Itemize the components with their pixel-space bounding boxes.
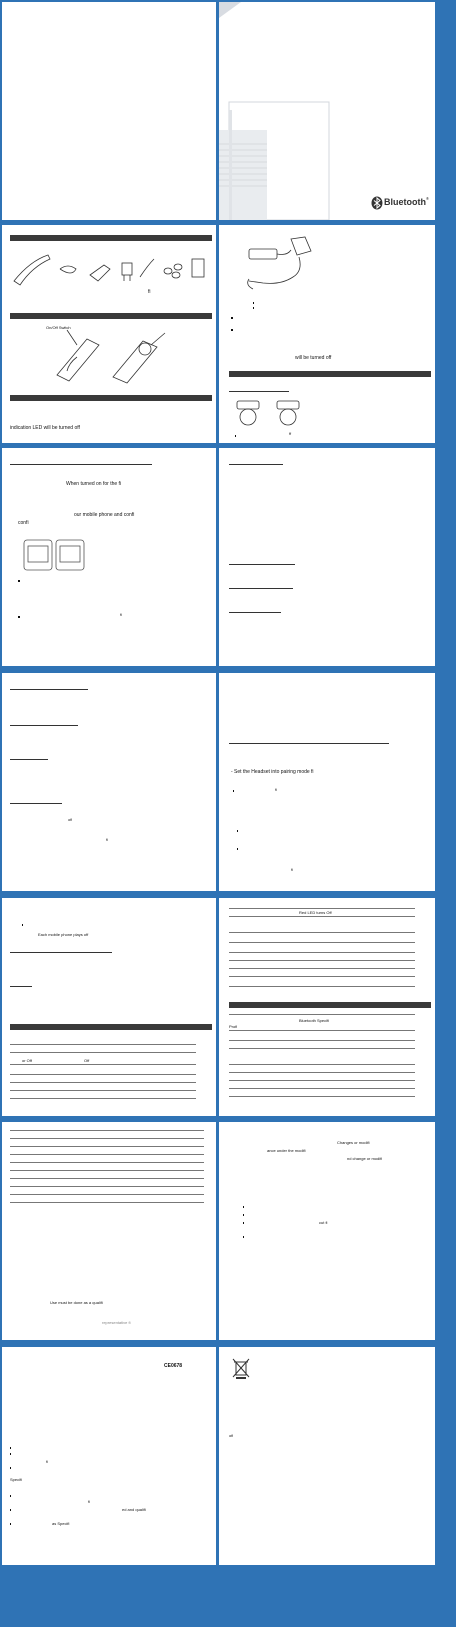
mobile-plays-text: Each mobile phone plays off: [38, 932, 89, 937]
led-off-note: indication LED will be turned off: [10, 425, 80, 431]
heading-underline: [10, 689, 88, 690]
disposal-panel: [219, 1347, 435, 1565]
ofi-text: ofi: [68, 817, 73, 822]
table-rule: [10, 1074, 196, 1075]
caption: ff: [289, 431, 292, 436]
section-bar: [10, 313, 212, 319]
led-table-panel: [2, 898, 216, 1116]
list-marker: [10, 1495, 11, 1497]
cover-art: [219, 2, 435, 220]
table-rule: [229, 1064, 415, 1065]
bullet: [18, 580, 20, 582]
section-bar: [10, 235, 212, 241]
ofi-text: ofi: [229, 1433, 234, 1438]
spec-continued-panel: [2, 1122, 216, 1340]
heading-underline: [10, 725, 78, 726]
list-marker: [10, 1447, 11, 1449]
turned-on-text: When turned on for the fi: [66, 481, 122, 487]
list-marker: [22, 924, 23, 926]
heading-underline: [229, 564, 295, 565]
headings-panel: [219, 448, 435, 666]
table-rule: [229, 1096, 415, 1097]
list-marker: [10, 1453, 11, 1455]
heading-underline: [10, 803, 62, 804]
bluetooth-logo-registered: ®: [426, 196, 429, 201]
table-rule: [229, 1088, 415, 1089]
table-cell: Red LED turns Off: [299, 910, 332, 915]
heading-underline: [229, 464, 283, 465]
qualified-text: ed and qualifi: [122, 1507, 146, 1512]
table-rule: [229, 942, 415, 943]
heading-underline: [229, 612, 281, 613]
list-marker: [10, 1467, 11, 1469]
list-marker: [233, 790, 234, 792]
heading-underline: [229, 391, 289, 392]
spec-text: as Specifi: [52, 1521, 70, 1526]
change-text: ance under the modifi: [267, 1148, 306, 1153]
bullet: [231, 329, 233, 331]
fi-text: fi: [275, 787, 277, 792]
table-cell: Profi: [229, 1024, 238, 1029]
spec-table-panel: [219, 898, 435, 1116]
bluetooth-logo-icon: [371, 196, 383, 210]
multipoint-panel: [219, 673, 435, 891]
table-header-bar: [229, 1002, 431, 1008]
table-rule: [10, 1130, 204, 1131]
list-marker: [243, 1222, 244, 1224]
led-off-note: will be turned off: [295, 355, 332, 361]
charging-panel: [219, 225, 435, 443]
table-rule: [229, 968, 415, 969]
table-rule: [229, 986, 415, 987]
confi-text: confi: [18, 520, 29, 526]
table-rule: [10, 1090, 196, 1091]
list-marker: [243, 1214, 244, 1216]
list-marker: [10, 1509, 11, 1511]
heading-underline: [229, 588, 293, 589]
crossed-bin-icon: [231, 1357, 251, 1379]
table-rule: [229, 960, 415, 961]
table-rule: [10, 1194, 204, 1195]
section-bar: [10, 395, 212, 401]
list-marker: [243, 1236, 244, 1238]
fi-text: fi: [88, 1499, 90, 1504]
confi-line-text: our mobile phone and confi: [74, 512, 135, 518]
fcc-panel: [219, 1122, 435, 1340]
table-rule: [10, 1044, 196, 1045]
bullet: [18, 616, 20, 618]
heading-underline: [10, 986, 32, 987]
cut-text: cut fi: [319, 1220, 328, 1225]
table-rule: [10, 1138, 204, 1139]
table-rule: [10, 1186, 204, 1187]
table-rule: [10, 1082, 196, 1083]
table-rule: [229, 1048, 415, 1049]
table-rule: [229, 908, 415, 909]
table-cell: Bluetooth Specifi: [299, 1018, 330, 1023]
charger-illustration: [243, 235, 323, 291]
section-bar: [229, 371, 431, 377]
package-contents-illustration: [10, 247, 210, 287]
heading-underline: [10, 759, 48, 760]
table-rule: [10, 1178, 204, 1179]
table-rule: [10, 1146, 204, 1147]
table-rule: [229, 1014, 415, 1015]
list-marker: [235, 435, 236, 437]
safety-panel: [2, 1347, 216, 1565]
headset-parts-illustration: [47, 327, 187, 385]
list-marker: [253, 307, 254, 309]
ce-mark: CE0678: [164, 1363, 183, 1369]
table-rule: [10, 1098, 196, 1099]
table-rule: [10, 1064, 196, 1065]
list-marker: [10, 1523, 11, 1525]
table-rule: [229, 976, 415, 977]
table-rule: [229, 1072, 415, 1073]
table-rule: [10, 1170, 204, 1171]
table-rule: [10, 1154, 204, 1155]
heading-underline: [10, 464, 152, 465]
fi-text: fi: [46, 1459, 48, 1464]
list-marker: [243, 1206, 244, 1208]
table-cell: or Off: [22, 1058, 32, 1063]
table-rule: [229, 952, 415, 953]
change-text: Changes or modifi: [337, 1140, 370, 1145]
list-marker: [237, 848, 238, 850]
earpiece-illustration: [233, 395, 313, 431]
table-rule: [10, 1202, 204, 1203]
package-panel: [2, 225, 216, 443]
package-caption: fi: [148, 289, 151, 295]
spec-text: Specifi: [10, 1477, 23, 1482]
pairing-panel: [2, 448, 216, 666]
table-rule: [229, 916, 415, 917]
table-rule: [229, 1040, 415, 1041]
fi-text: fi: [106, 837, 108, 842]
fi-mark: fi: [120, 612, 122, 617]
bullet: [231, 317, 233, 319]
table-rule: [229, 1030, 415, 1031]
faded-text: representative fi: [102, 1320, 131, 1325]
cover-blank-panel: [2, 2, 216, 220]
pairing-mode-text: - Set the Headset into pairing mode fi: [231, 769, 314, 775]
list-marker: [253, 302, 254, 304]
table-rule: [10, 1162, 204, 1163]
table-rule: [229, 932, 415, 933]
fi-text: fi: [291, 867, 293, 872]
cover-panel: [219, 2, 435, 220]
change-text: nd change or modifi: [347, 1156, 383, 1161]
switch-label: On/Off Switch: [46, 325, 71, 330]
service-text: Use must be done as a qualifi: [50, 1300, 103, 1305]
phone-screen-illustration: [22, 538, 86, 574]
table-rule: [10, 1052, 196, 1053]
table-rule: [229, 1080, 415, 1081]
settings-panel: [2, 673, 216, 891]
heading-underline: [229, 743, 389, 744]
table-header-bar: [10, 1024, 212, 1030]
list-marker: [237, 830, 238, 832]
bluetooth-logo-text: Bluetooth: [384, 197, 426, 207]
heading-underline: [10, 952, 112, 953]
table-cell: Off: [84, 1058, 90, 1063]
